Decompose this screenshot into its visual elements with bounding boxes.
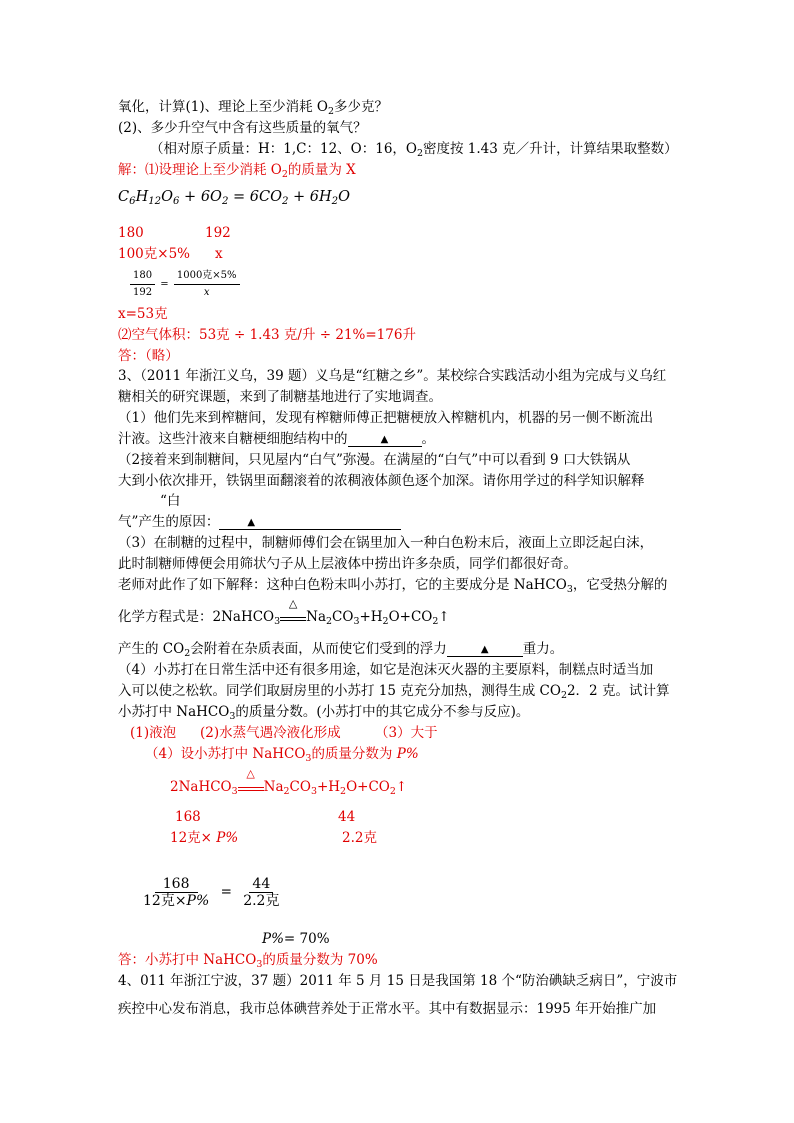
question-3-part4: 小苏打中 NaHCO$_3$的质量分数。(小苏打中的其它成分不参与反应)。 [118, 704, 530, 722]
proportion-fraction: $\frac{168}{\text{12克×P\%}}$ = $\frac{44}{\text{2.2克}}$ [143, 876, 280, 909]
question-3-part1: （1）他们先来到榨糖间，发现有榨糖师傅正把糖梗放入榨糖机内，机器的另一侧不断流出 [118, 410, 654, 426]
mass-line: 12克× P% [170, 830, 239, 846]
question-3-part2: “白 [160, 493, 181, 509]
molar-mass-line: 168 [175, 809, 201, 825]
mass-line: x [215, 246, 223, 262]
glucose-equation: $C_6H_{12}O_6 + 6O_2 = 6CO_2 + 6H_2O$ [118, 189, 351, 207]
answer-line: 答：（略） [118, 348, 179, 364]
answer-line: (2)水蒸气遇冷液化形成 [200, 725, 341, 741]
molar-mass-line: 192 [205, 225, 231, 241]
mass-line: 2.2克 [342, 830, 377, 846]
question-3-part2: 大到小依次排开，铁锅里面翻滚着的浓稠液体颜色逐个加深。请你用学过的科学知识解释 [118, 473, 645, 489]
solution-line: 解：⑴设理论上至少消耗 $O_2$的质量为 X [118, 162, 356, 180]
question-3-part3: 产生的 $CO_2$会附着在杂质表面，从而使它们受到的浮力 ▲ 重力。 [118, 641, 564, 659]
question-3-part3: （3）在制糖的过程中，制糖师傅们会在锅里加入一种白色粉末后，液面上立即泛起白沫， [118, 535, 654, 551]
decomposition-equation-answer: 2NaHCO$_3$ △ $Na_2CO_3+H_2O+CO_2↑$ [170, 767, 408, 797]
question-line: (2)、多少升空气中含有这些质量的氧气？ [118, 120, 367, 136]
answer-line: （4）设小苏打中 NaHCO$_3$的质量分数为 P% [145, 746, 419, 764]
question-line: 氧化，计算(1)、理论上至少消耗 $O_2$多少克？ [118, 99, 388, 117]
atomic-mass-note: （相对原子质量：H：1,C：12、O：16，$O_2$密度按 1.43 克／升计，计算结果取整数） [150, 141, 678, 159]
result-line: ⑵空气体积：53克 ÷ 1.43 克/升 ÷ 21%=176升 [118, 327, 416, 343]
final-answer: 答：小苏打中 NaHCO$_3$的质量分数为 70% [118, 952, 378, 970]
question-4-intro: 疾控中心发布消息，我市总体碘营养处于正常水平。其中有数据显示：1995 年开始推广加 [118, 1001, 657, 1017]
question-4-intro: 4、011 年浙江宁波，37 题）2011 年 5 月 15 日是我国第 18 个“防治碘缺乏病日”，宁波市 [118, 973, 678, 989]
molar-mass-line: 180 [118, 225, 144, 241]
question-3-part3: 此时制糖师傅便会用筛状勺子从上层液体中捞出许多杂质，同学们都很好奇。 [118, 556, 577, 572]
result-line: x=53克 [118, 306, 168, 322]
result-line: P%= 70% [262, 931, 330, 947]
proportion-fraction: $\frac{180}{192}$ = $\frac{\text{1000克×5\%}}{x}$ [130, 268, 240, 301]
answer-line: （3）大于 [375, 725, 438, 741]
question-3-part1: 汁液。这些汁液来自糖梗细胞结构中的 ▲ 。 [118, 431, 435, 447]
molar-mass-line: 44 [338, 809, 356, 825]
answer-line: (1)液泡 [130, 725, 177, 741]
question-3-part4: （4）小苏打在日常生活中还有很多用途，如它是泡沫灭火器的主要原料，制糕点时适当加 [118, 662, 654, 678]
question-3-part2: 气”产生的原因： ▲ [118, 513, 401, 531]
mass-line: 100克×5% [118, 246, 190, 262]
question-3-intro: 3、（2011 年浙江义乌，39 题）义乌是“红糖之乡”。某校综合实践活动小组为完成与义乌红 [118, 368, 667, 384]
question-3-part3: 老师对此作了如下解释：这种白色粉末叫小苏打，它的主要成分是 NaHCO$_3$，它受热分解的 [118, 577, 668, 595]
question-3-intro: 糖相关的研究课题，来到了制糖基地进行了实地调查。 [118, 389, 442, 405]
question-3-part4: 入可以使之松软。同学们取厨房里的小苏打 15 克充分加热，测得生成 $CO_22$．2 克。试计算 [118, 683, 670, 701]
decomposition-equation: 化学方程式是：2NaHCO$_3$ △ $Na_2CO_3+H_2O+CO_2↑$ [118, 597, 450, 627]
question-3-part2: （2接着来到制糖间，只见屋内“白气”弥漫。在满屋的“白气”中可以看到 9 口大铁锅从 [118, 452, 631, 468]
